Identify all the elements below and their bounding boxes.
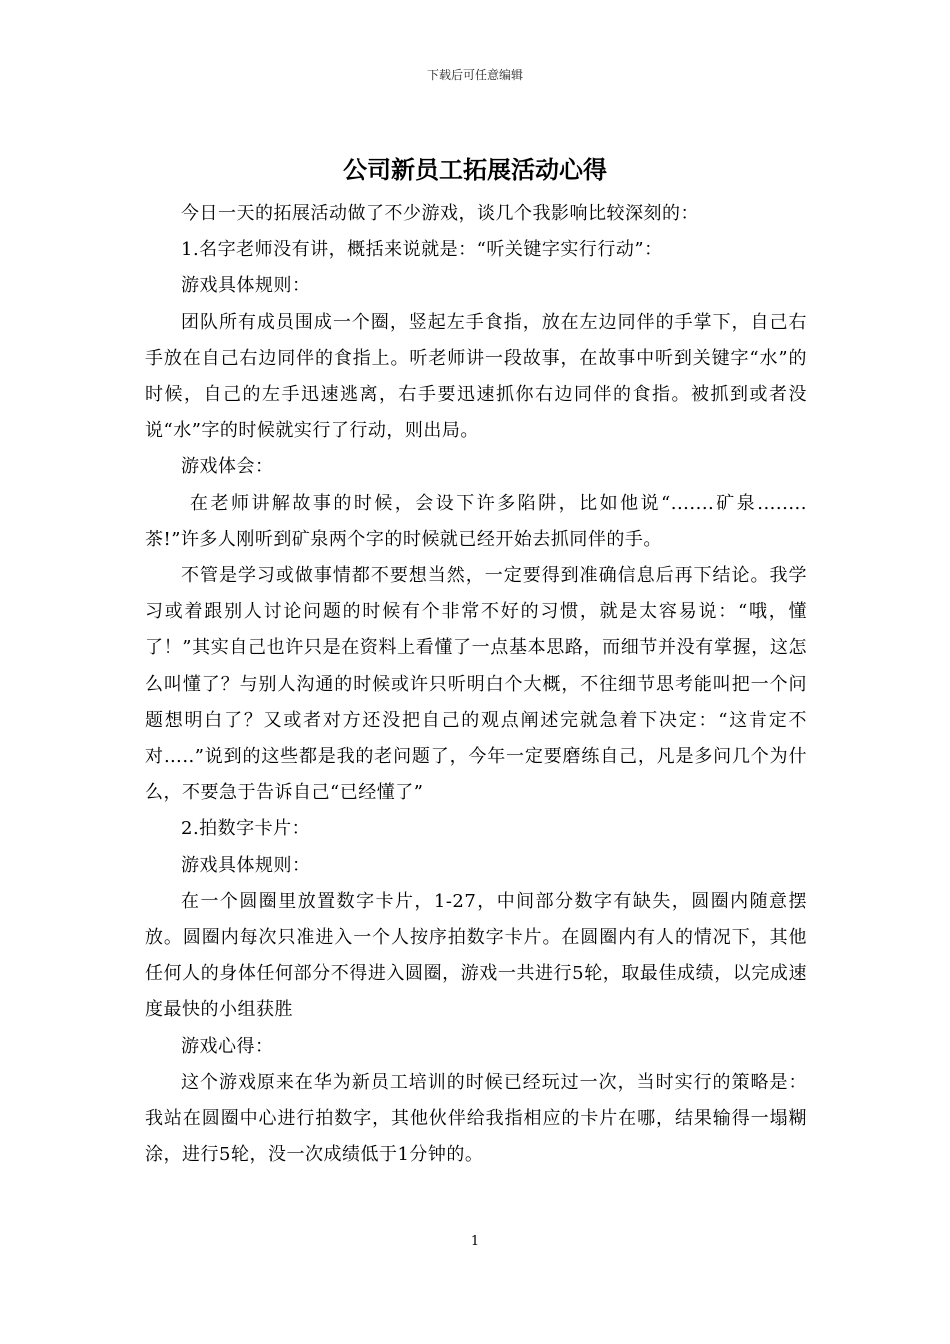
paragraph-game2-rules: 在一个圆圈里放置数字卡片，1-27，中间部分数字有缺失，圆圈内随意摆放。圆圈内每次只准进入一个人按序拍数字卡片。在圆圈内有人的情况下，其他任何人的身体任何部分不得进入圆圈，游戏一共进行5轮，取最佳成绩，以完成速度最快的小组获胜	[145, 890, 807, 1021]
paragraph-game1-heading: 1.名字老师没有讲，概括来说就是：“听关键字实行行动”：	[181, 239, 663, 261]
page-header: 下载后可任意编辑	[426, 68, 523, 82]
paragraph-game2-experience-label: 游戏心得：	[181, 1035, 274, 1057]
paragraph-game1-rules: 团队所有成员围成一个圈，竖起左手食指，放在左边同伴的手掌下，自己右手放在自己右边同伴的食指上。听老师讲一段故事，在故事中听到关键字“水”的时候，自己的左手迅速逃离，右手要迅速抓你右边同伴的食指。被抓到或者没说“水”字的时候就实行了行动，则出局。	[145, 311, 807, 442]
paragraph-intro: 今日一天的拓展活动做了不少游戏，谈几个我影响比较深刻的：	[181, 203, 699, 224]
page-number: 1	[470, 1234, 480, 1249]
paragraph-game2-experience: 这个游戏原来在华为新员工培训的时候已经玩过一次，当时实行的策略是：我站在圆圈中心进行拍数字，其他伙伴给我指相应的卡片在哪，结果输得一塌糊涂，进行5轮，没一次成绩低于1分钟的。	[145, 1071, 807, 1166]
document-body	[145, 196, 807, 1173]
paragraph-game1-experience: 在老师讲解故事的时候，会设下许多陷阱，比如他说“.......矿泉........茶!”许多人刚听到矿泉两个字的时候就已经开始去抓同伴的手。	[145, 492, 807, 550]
paragraph-game2-heading: 2.拍数字卡片：	[181, 818, 311, 840]
paragraph-game1-experience-label: 游戏体会：	[181, 456, 274, 478]
document-title: 公司新员工拓展活动心得	[343, 156, 607, 184]
paragraph-game1-rules-label: 游戏具体规则：	[181, 275, 311, 297]
paragraph-game2-rules-label: 游戏具体规则：	[181, 854, 311, 876]
paragraph-game1-reflection: 不管是学习或做事情都不要想当然，一定要得到准确信息后再下结论。我学习或着跟别人讨论问题的时候有个非常不好的习惯，就是太容易说：“哦，懂了！”其实自己也许只是在资料上看懂了一点基本思路，而细节并没有掌握，这怎么叫懂了？与别人沟通的时候或许只听明白个大概，不往细节思考能叫把一个问题想明白了？又或者对方还没把自己的观点阐述完就急着下决定：“这肯定不对…..”说到的这些都是我的老问题了，今年一定要磨练自己，凡是多问几个为什么，不要急于告诉自己“已经懂了”	[145, 565, 807, 804]
